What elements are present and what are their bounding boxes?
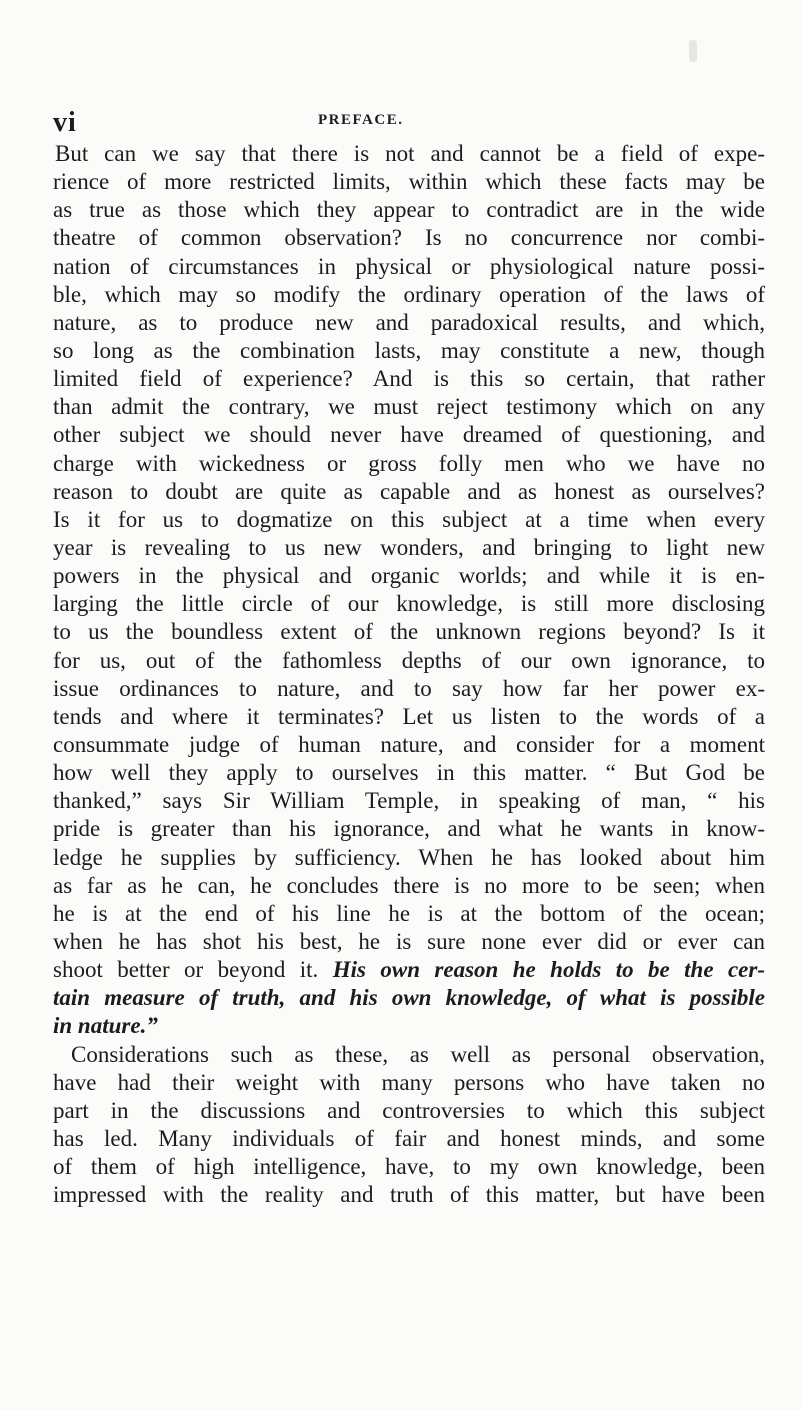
text-line: charge with wickedness or gross folly men who we have no [53,450,765,476]
text-line: But can we say that there is not and cannot be a field of expe- [55,141,765,166]
text-line: limited field of experience? And is this so certain, that rather [53,366,765,392]
italic-quotation: tain measure of truth, and his own knowledge, of what is possible [53,985,765,1011]
text-line: consummate judge of human nature, and consider for a moment [53,731,765,757]
text-line: has led. Many individuals of fair and honest minds, and some [53,1125,765,1151]
text-line: for us, out of the fathomless depths of our own ignorance, to [53,647,765,673]
text-line: impressed with the reality and truth of this matter, but have been [53,1182,765,1208]
italic-quotation: in nature.” [53,1013,158,1039]
text-line: so long as the combination lasts, may constitute a new, though [53,337,765,363]
body-text [53,140,765,1209]
text-line: reason to doubt are quite as capable and as honest as ourselves? [53,478,765,504]
text-line: as true as those which they appear to contradict are in the wide [53,197,765,223]
text-line: theatre of common observation? Is no concurrence nor combi- [53,225,765,251]
text-line: other subject we should never have dreamed of questioning, and [53,422,765,448]
text-line: thanked,” says Sir William Temple, in speaking of man, “ his [53,788,765,814]
text-line: ledge he supplies by sufficiency. When he has looked about him [53,844,765,870]
text-line [53,1012,765,1040]
text-line-mixed [53,956,765,984]
text-line: as far as he can, he concludes there is no more to be seen; when [53,872,765,898]
text-line: Is it for us to dogmatize on this subject at a time when every [53,506,765,532]
text-line: larging the little circle of our knowledge, is still more disclosing [53,591,765,617]
text-line [53,984,765,1012]
text-line: than admit the contrary, we must reject testimony which on any [53,394,765,420]
text-fragment: shoot better or beyond it. [53,957,319,983]
italic-quotation: His own reason he holds to be the cer- [332,957,765,983]
text-line: year is revealing to us new wonders, and bringing to light new [53,534,765,560]
text-line: to us the boundless extent of the unknown regions beyond? Is it [53,619,765,645]
text-line: nature, as to produce new and paradoxical results, and which, [53,309,765,335]
text-line: powers in the physical and organic worlds; and while it is en- [53,563,765,589]
text-line: rience of more restricted limits, within which these facts may be [53,169,765,195]
text-line: part in the discussions and controversies to which this subject [53,1097,765,1123]
page-blemish [689,40,697,62]
text-line: pride is greater than his ignorance, and what he wants in know- [53,816,765,842]
page-number: vi [53,107,77,138]
text-line: how well they apply to ourselves in this matter. “ But God be [53,760,765,786]
text-line: he is at the end of his line he is at the bottom of the ocean; [53,900,765,926]
text-line: of them of high intelligence, have, to my own knowledge, been [53,1154,765,1180]
text-line: issue ordinances to nature, and to say how far her power ex- [53,675,765,701]
text-line: tends and where it terminates? Let us listen to the words of a [53,703,765,729]
text-line: have had their weight with many persons who have taken no [53,1069,765,1095]
text-line: nation of circumstances in physical or physiological nature possi- [53,253,765,279]
text-line: when he has shot his best, he is sure none ever did or ever can [53,928,765,954]
text-line: Considerations such as these, as well as personal observation, [71,1041,765,1067]
running-head: PREFACE. [318,112,404,128]
text-line: ble, which may so modify the ordinary operation of the laws of [53,281,765,307]
